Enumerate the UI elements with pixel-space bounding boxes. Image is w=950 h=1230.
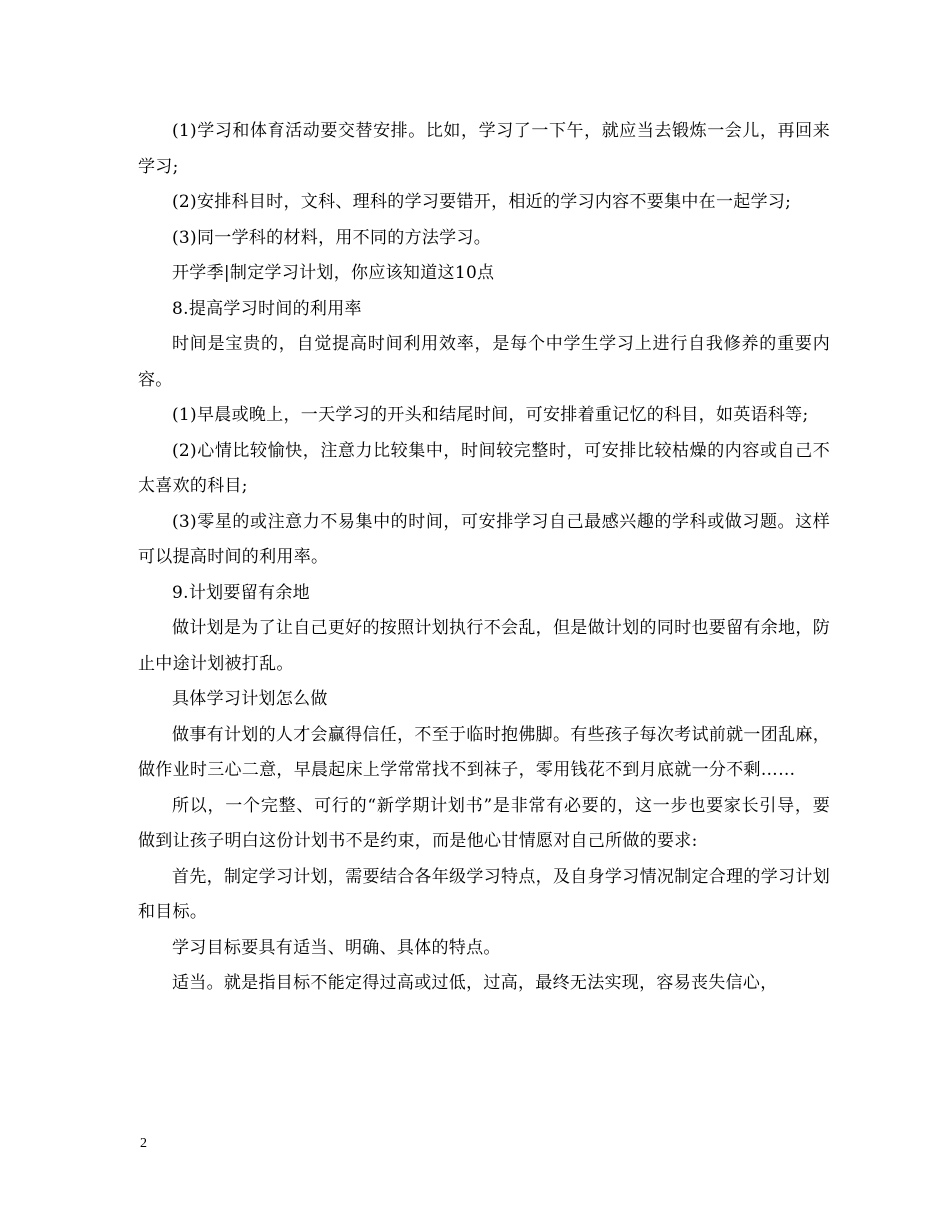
section-heading: 9.计划要留有余地 [172,582,310,603]
paragraph: 时间是宝贵的，自觉提高时间利用效率，是每个中学生学习上进行自我修养的重要内容。 [138,334,830,390]
paragraph: 首先，制定学习计划，需要结合各年级学习特点，及自身学习情况制定合理的学习计划和目标。 [138,866,830,922]
paragraph: 适当。就是指目标不能定得过高或过低，过高，最终无法实现，容易丧失信心， [172,973,778,993]
paragraph: (3)同一学科的材料，用不同的方法学习。 [172,227,492,248]
paragraph: 做计划是为了让自己更好的按照计划执行不会乱，但是做计划的同时也要留有余地，防止中途计划被打乱。 [138,618,830,674]
paragraph: 做事有计划的人才会赢得信任，不至于临时抱佛脚。有些孩子每次考试前就一团乱麻，做作业时三心二意，早晨起床上学常常找不到袜子，零用钱花不到月底就一分不剩…… [138,724,830,780]
section-heading: 具体学习计划怎么做 [172,689,328,709]
paragraph: (2)心情比较愉快，注意力比较集中，时间较完整时，可安排比较枯燥的内容或自己不太喜欢的科目; [138,440,830,496]
paragraph: (3)零星的或注意力不易集中的时间，可安排学习自己最感兴趣的学科或做习题。这样可以提高时间的利用率。 [138,511,830,567]
page-number: 2 [140,1136,147,1151]
paragraph: (1)早晨或晚上，一天学习的开头和结尾时间，可安排着重记忆的科目，如英语科等; [172,405,809,425]
paragraph: 学习目标要具有适当、明确、具体的特点。 [172,937,501,958]
paragraph: (1)学习和体育活动要交替安排。比如，学习了一下午，就应当去锻炼一会儿，再回来学习; [138,121,830,177]
body-text [138,114,830,1002]
paragraph: 所以，一个完整、可行的“新学期计划书”是非常有必要的，这一步也要家长引导，要做到让孩子明白这份计划书不是约束，而是他心甘情愿对自己所做的要求: [138,795,830,851]
section-heading: 8.提高学习时间的利用率 [172,298,362,319]
paragraph-subtitle: 开学季|制定学习计划，你应该知道这10点 [172,263,495,283]
paragraph: (2)安排科目时，文科、理科的学习要错开，相近的学习内容不要集中在一起学习; [172,192,792,212]
